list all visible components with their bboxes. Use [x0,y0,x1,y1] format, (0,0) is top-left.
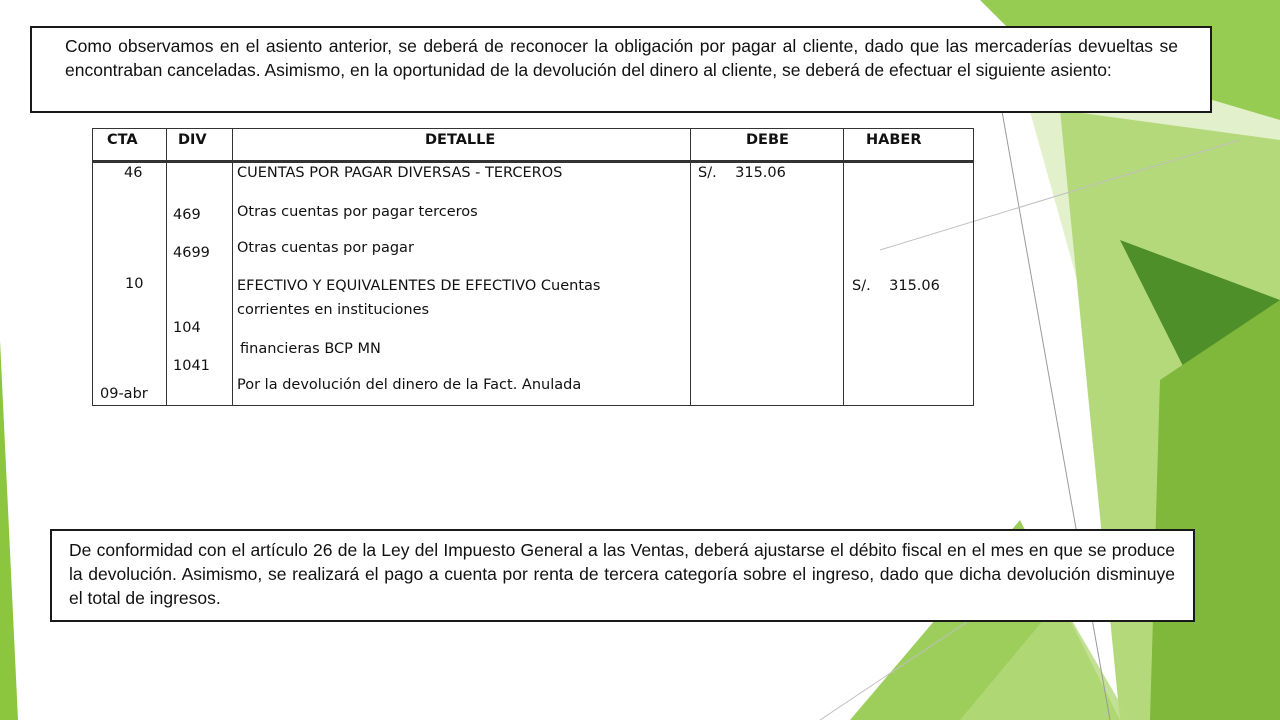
cta-10: 10 [125,276,144,292]
detalle-line-7: Por la devolución del dinero de la Fact. Anulada [237,377,582,393]
detalle-line-3: Otras cuentas por pagar [237,240,414,256]
column-divider [166,128,167,406]
closing-text-box [50,529,1195,622]
div-104: 104 [173,320,201,336]
detalle-line-5: corrientes en instituciones [237,302,430,318]
green-shape-left-edge [0,340,18,720]
detalle-line-4: EFECTIVO Y EQUIVALENTES DE EFECTIVO Cuentas [237,278,601,294]
intro-text-box [30,26,1212,113]
column-divider [232,128,233,406]
intro-paragraph: Como observamos en el asiento anterior, se deberá de reconocer la obligación por pagar al cliente, dado que las mercaderías devueltas se encontraban canceladas. Asimismo, en la oportunidad de la devolución del dinero al cliente, se deberá de efectuar el siguiente asiento: [65,36,1178,80]
debe-amount: S/. 315.06 [698,165,786,181]
closing-paragraph: De conformidad con el artículo 26 de la Ley del Impuesto General a las Ventas, deberá ajustarse el débito fiscal en el mes en que se produce la devolución. Asimismo, se realizará el pago a cuenta por renta de tercera categoría sobre el ingreso, dado que dicha devolución disminuye el total de ingresos. [69,540,1175,608]
table-bottom-border [92,405,974,406]
detalle-line-2: Otras cuentas por pagar terceros [237,204,478,220]
haber-amount: S/. 315.06 [852,278,940,294]
column-divider [843,128,844,406]
journal-entry-table [92,128,974,406]
header-div: DIV [178,132,207,148]
cta-46: 46 [124,165,143,181]
header-haber: HABER [866,132,922,148]
table-top-border [92,128,974,129]
div-4699: 4699 [173,245,210,261]
column-divider [973,128,974,406]
column-divider [690,128,691,406]
div-1041: 1041 [173,358,210,374]
header-debe: DEBE [746,132,789,148]
cta-date: 09-abr [100,386,148,402]
header-detalle: DETALLE [425,132,496,148]
detalle-line-1: CUENTAS POR PAGAR DIVERSAS - TERCEROS [237,165,563,181]
column-divider [92,128,93,406]
header-cta: CTA [107,132,138,148]
header-rule [92,160,974,163]
detalle-line-6: financieras BCP MN [240,341,381,357]
div-469: 469 [173,207,201,223]
